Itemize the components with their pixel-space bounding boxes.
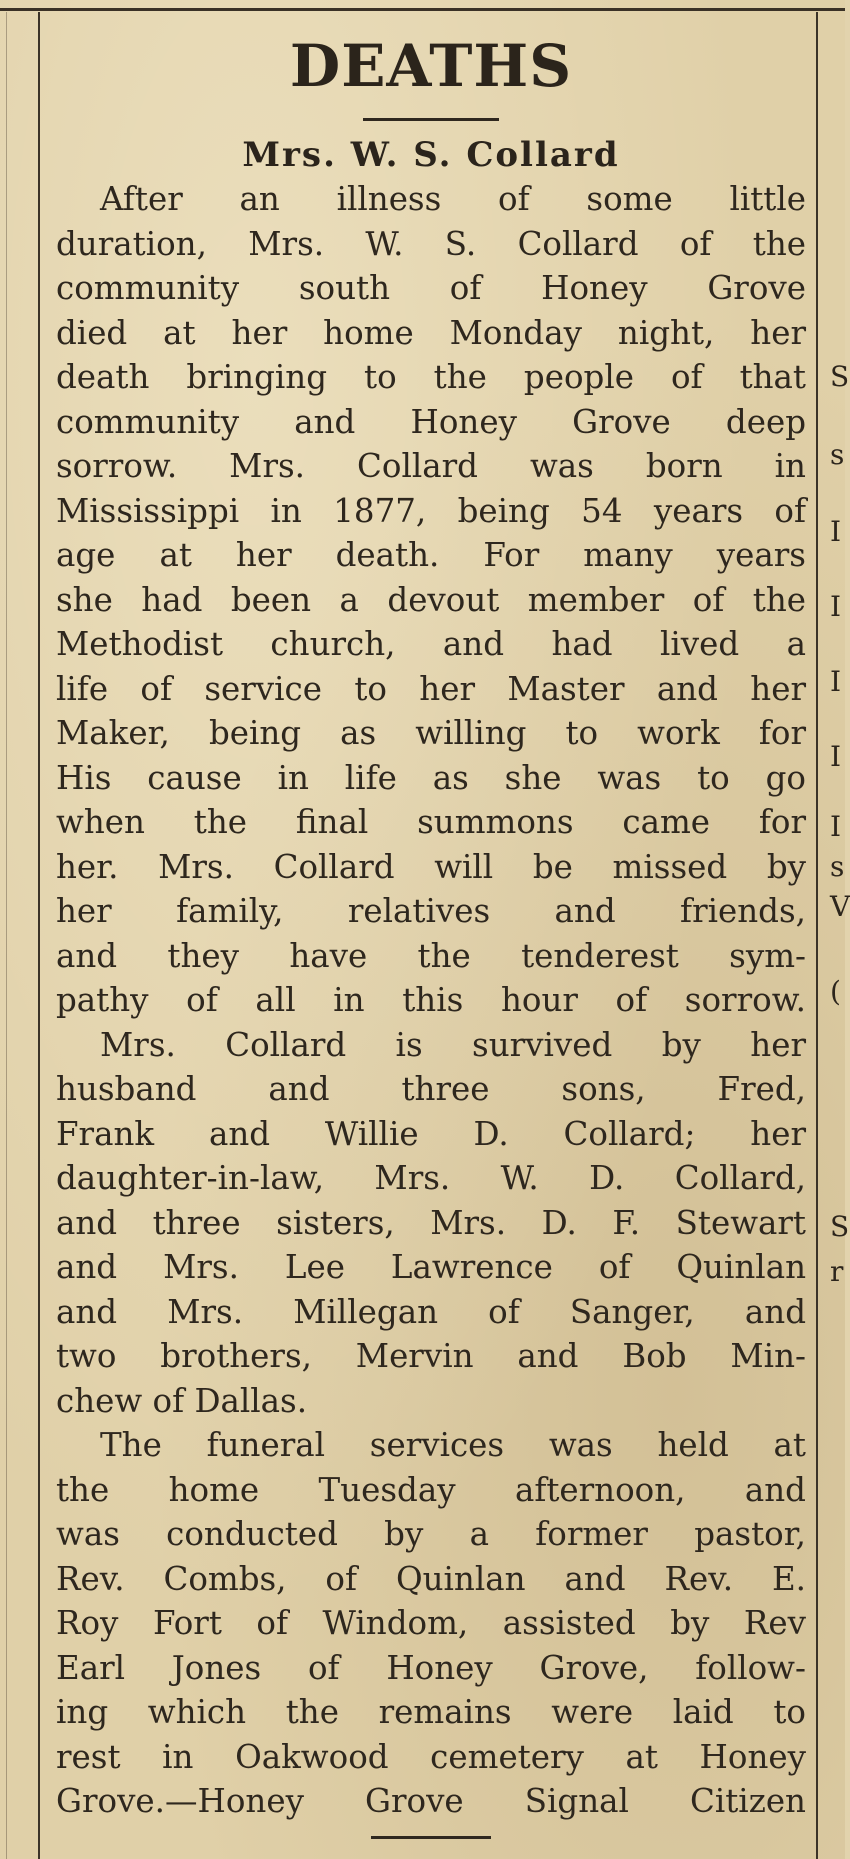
paragraph-line: daughter-in-law, Mrs. W. D. Collard, (56, 1159, 806, 1197)
paragraph-line: and they have the tenderest sym- (56, 936, 806, 975)
paragraph-line: she had been a devout member of the (56, 580, 806, 619)
paragraph-line: the home Tuesday afternoon, and (56, 1470, 806, 1509)
paragraph-line: death bringing to the people of that (56, 358, 806, 396)
paragraph-line: After an illness of some little (100, 180, 806, 218)
title-divider (363, 118, 499, 121)
paragraph-line: The funeral services was held at (100, 1426, 806, 1464)
paragraph-line: Methodist church, and had lived a (56, 625, 806, 663)
adjacent-column-fragment: I (830, 590, 842, 623)
adjacent-column-fragment: S (830, 360, 850, 393)
paragraph-1 (56, 177, 806, 1023)
paragraph-line: chew of Dallas. (56, 1381, 308, 1420)
paragraph-line: died at her home Monday night, her (56, 313, 806, 352)
paragraph-line: age at her death. For many years (56, 536, 806, 574)
paragraph-line: duration, Mrs. W. S. Collard of the (56, 224, 806, 263)
paragraph-line: Mississippi in 1877, being 54 years of (56, 491, 806, 530)
paragraph-line: Maker, being as willing to work for (56, 714, 806, 752)
adjacent-column-fragment: I (830, 515, 842, 548)
paragraph-line: sorrow. Mrs. Collard was born in (56, 447, 806, 485)
column-rule-right (816, 12, 818, 1859)
paragraph-line: two brothers, Mervin and Bob Min- (56, 1337, 806, 1375)
paragraph-line: Frank and Willie D. Collard; her (56, 1114, 806, 1153)
obituary-article (56, 28, 806, 1839)
paragraph-line: and three sisters, Mrs. D. F. Stewart (56, 1203, 806, 1242)
adjacent-column-fragment: I (830, 740, 842, 773)
top-rule (0, 8, 845, 11)
paragraph-line: Mrs. Collard is survived by her (100, 1025, 806, 1064)
paragraph-3 (56, 1423, 806, 1824)
paragraph-2 (56, 1023, 806, 1424)
adjacent-column-fragment: ( (830, 975, 841, 1008)
paragraph-line: life of service to her Master and her (56, 669, 806, 708)
adjacent-column-fragment: S (830, 1210, 850, 1243)
adjacent-column-fragments (830, 0, 850, 1859)
adjacent-column-fragment: s (830, 850, 845, 883)
paragraph-line: Rev. Combs, of Quinlan and Rev. E. (56, 1559, 806, 1598)
paragraph-line: when the final summons came for (56, 803, 806, 841)
paragraph-line: pathy of all in this hour of sorrow. (56, 981, 806, 1019)
section-title: DEATHS (289, 32, 573, 100)
paragraph-line: community south of Honey Grove (56, 269, 806, 307)
paragraph-line: Roy Fort of Windom, assisted by Rev (56, 1604, 806, 1642)
adjacent-column-fragment: V (830, 890, 850, 923)
paragraph-line: her. Mrs. Collard will be missed by (56, 847, 806, 886)
paragraph-line: rest in Oakwood cemetery at Honey (56, 1737, 806, 1776)
adjacent-column-fragment: r (830, 1255, 844, 1288)
paragraph-line: and Mrs. Lee Lawrence of Quinlan (56, 1248, 806, 1286)
paragraph-line: His cause in life as she was to go (56, 758, 806, 797)
paragraph-line: and Mrs. Millegan of Sanger, and (56, 1292, 806, 1331)
adjacent-column-fragment: I (830, 810, 842, 843)
paragraph-line: was conducted by a former pastor, (56, 1515, 806, 1553)
paragraph-line: community and Honey Grove deep (56, 402, 806, 441)
paragraph-line: Earl Jones of Honey Grove, follow- (56, 1648, 806, 1687)
paragraph-line: her family, relatives and friends, (56, 892, 806, 930)
adjacent-column-fragment: s (830, 438, 845, 471)
paragraph-line: husband and three sons, Fred, (56, 1070, 806, 1108)
article-heading: Mrs. W. S. Collard (242, 135, 620, 175)
adjacent-column-fragment: I (830, 665, 842, 698)
paragraph-line: ing which the remains were laid to (56, 1693, 806, 1731)
column-rule-left (38, 12, 40, 1859)
paragraph-line: Grove.—Honey Grove Signal Citizen (56, 1782, 806, 1820)
bottom-divider (371, 1836, 491, 1839)
left-edge-line (6, 12, 7, 1859)
